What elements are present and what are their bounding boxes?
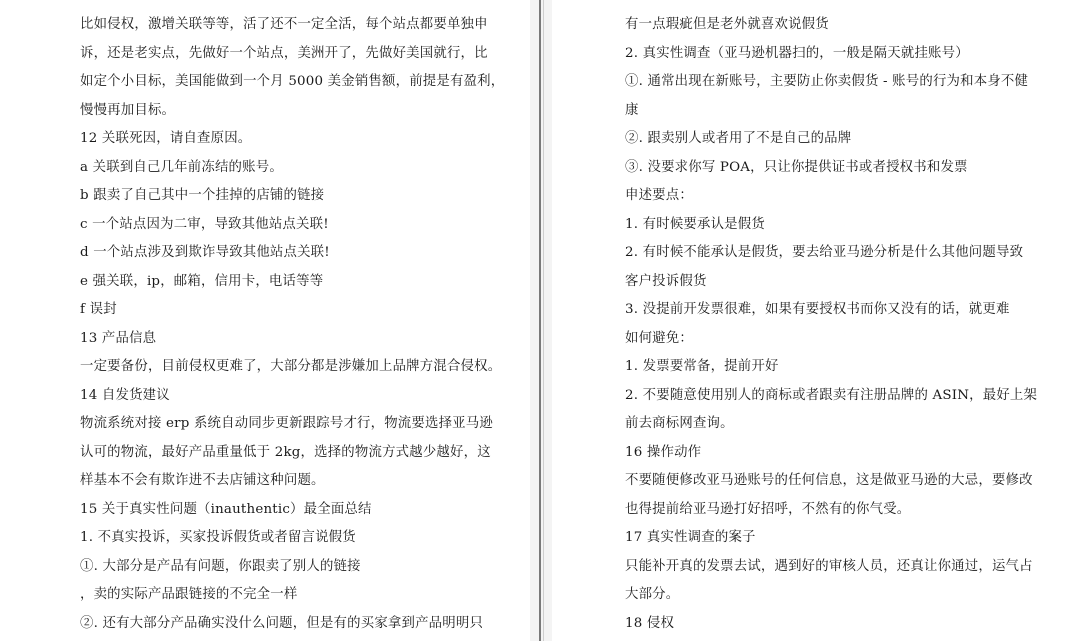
section-heading: 16 操作动作	[625, 445, 702, 460]
text-line: a 关联到自己几年前冻结的账号。	[80, 160, 283, 175]
section-heading: 17 真实性调查的案子	[625, 530, 756, 545]
text-line: 物流系统对接 erp 系统自动同步更新跟踪号才行，物流要选择亚马逊	[80, 416, 493, 431]
text-line: 大部分。	[625, 587, 680, 602]
text-line: e 强关联，ip，邮箱，信用卡，电话等等	[80, 274, 324, 289]
text-line: 认可的物流，最好产品重量低于 2kg，选择的物流方式越少越好，这	[80, 445, 491, 460]
right-document-page	[552, 0, 1080, 641]
text-line: f 误封	[80, 302, 117, 317]
text-line: 不要随便修改亚马逊账号的任何信息，这是做亚马逊的大忌，要修改	[625, 473, 1033, 488]
text-line: d 一个站点涉及到欺诈导致其他站点关联!	[80, 245, 330, 260]
text-line: 2. 有时候不能承认是假货，要去给亚马逊分析是什么其他问题导致	[625, 245, 1024, 260]
text-line: 诉，还是老实点，先做好一个站点，美洲开了，先做好美国就行，比	[80, 46, 488, 61]
text-line: 如定个小目标，美国能做到一个月 5000 美金销售额，前提是有盈利，	[80, 74, 505, 89]
page-edge-divider	[543, 0, 544, 641]
section-heading: 13 产品信息	[80, 331, 157, 346]
page-edge-divider	[539, 0, 541, 641]
left-document-page	[0, 0, 530, 641]
section-heading: 18 侵权	[625, 616, 675, 631]
text-line: 前去商标网查询。	[625, 416, 734, 431]
text-line: 康	[625, 103, 639, 118]
text-line: 1. 发票要常备，提前开好	[625, 359, 779, 374]
text-line: 1. 有时候要承认是假货	[625, 217, 765, 232]
text-line: 慢慢再加目标。	[80, 103, 176, 118]
text-line: ①. 大部分是产品有问题，你跟卖了别人的链接	[80, 559, 361, 574]
text-line: 也得提前给亚马逊打好招呼，不然有的你气受。	[625, 502, 911, 517]
section-heading: 14 自发货建议	[80, 388, 170, 403]
text-line: c 一个站点因为二审，导致其他站点关联!	[80, 217, 329, 232]
section-heading: 15 关于真实性问题（inauthentic）最全面总结	[80, 502, 372, 517]
text-line: 样基本不会有欺诈进不去店铺这种问题。	[80, 473, 325, 488]
text-line: 一定要备份，目前侵权更难了，大部分都是涉嫌加上品牌方混合侵权。	[80, 359, 502, 374]
text-line: 客户投诉假货	[625, 274, 707, 289]
text-line: 如何避免：	[625, 331, 693, 346]
text-line: 比如侵权，激增关联等等，活了还不一定全活，每个站点都要单独申	[80, 17, 488, 32]
text-line: 2. 不要随意使用别人的商标或者跟卖有注册品牌的 ASIN，最好上架	[625, 388, 1038, 403]
text-line: ③. 没要求你写 POA，只让你提供证书或者授权书和发票	[625, 160, 968, 175]
section-heading: 12 关联死因，请自查原因。	[80, 131, 252, 146]
text-line: 2. 真实性调查（亚马逊机器扫的，一般是隔天就挂账号）	[625, 46, 969, 61]
text-line: ②. 跟卖别人或者用了不是自己的品牌	[625, 131, 852, 146]
text-line: 申述要点：	[625, 188, 693, 203]
text-line: ②. 还有大部分产品确实没什么问题，但是有的买家拿到产品明明只	[80, 616, 484, 631]
text-line: b 跟卖了自己其中一个挂掉的店铺的链接	[80, 188, 325, 203]
text-line: ，卖的实际产品跟链接的不完全一样	[80, 587, 298, 602]
text-line: 有一点瑕疵但是老外就喜欢说假货	[625, 17, 829, 32]
text-line: 1. 不真实投诉，买家投诉假货或者留言说假货	[80, 530, 356, 545]
page-gutter	[530, 0, 552, 641]
text-line: 只能补开真的发票去试，遇到好的审核人员，还真让你通过，运气占	[625, 559, 1033, 574]
text-line: ①. 通常出现在新账号，主要防止你卖假货 - 账号的行为和本身不健	[625, 74, 1029, 89]
text-line: 3. 没提前开发票很难，如果有要授权书而你又没有的话，就更难	[625, 302, 1010, 317]
